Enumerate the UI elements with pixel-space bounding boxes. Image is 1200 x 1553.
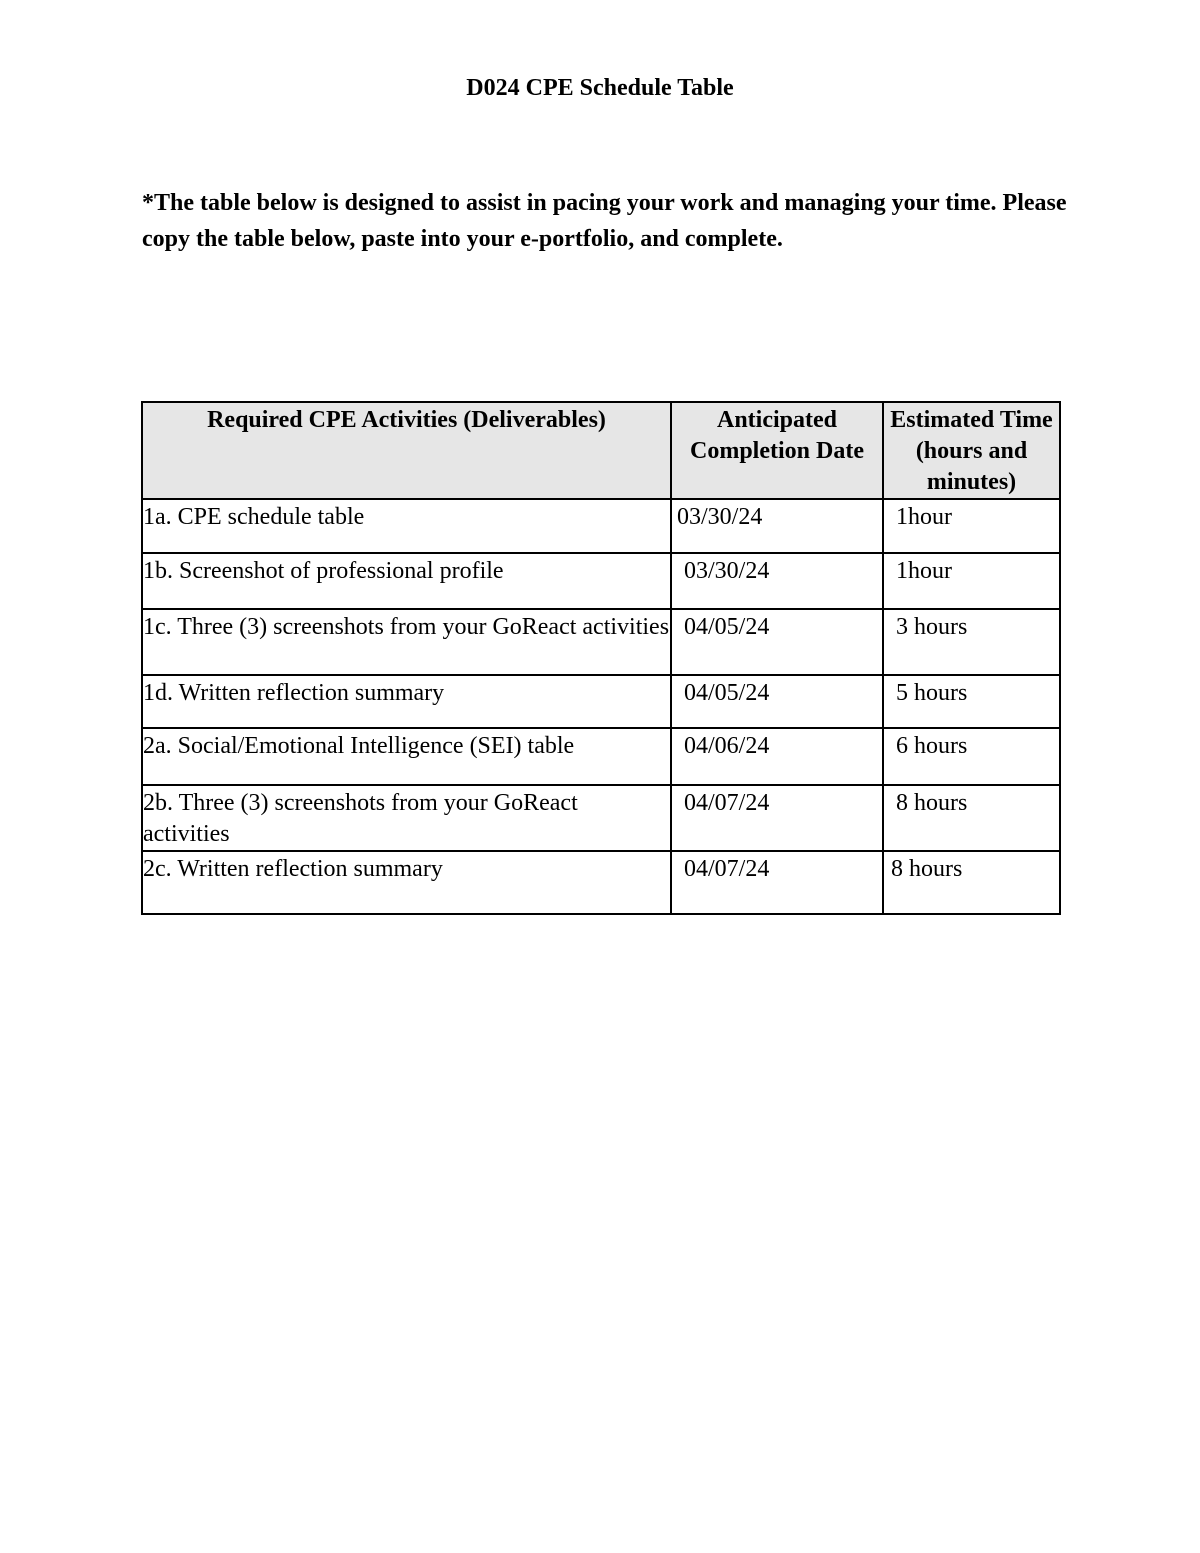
activity-cell: 1d. Written reflection summary [142,675,671,728]
date-cell: 04/07/24 [671,785,883,851]
time-cell: 1hour [883,499,1060,553]
table-row [142,851,1060,914]
activity-cell: 2b. Three (3) screenshots from your GoReact activities [142,785,671,851]
time-cell: 3 hours [883,609,1060,675]
date-cell: 03/30/24 [671,553,883,609]
time-cell: 8 hours [883,851,1060,914]
table-row [142,785,1060,851]
cpe-schedule-table [141,401,1061,915]
table-row [142,553,1060,609]
time-cell: 1hour [883,553,1060,609]
table-row [142,609,1060,675]
table-row [142,675,1060,728]
date-cell: 04/05/24 [671,609,883,675]
page-title: D024 CPE Schedule Table [466,75,734,101]
table-header-row [142,402,1060,499]
activity-cell: 2c. Written reflection summary [142,851,671,914]
time-cell: 8 hours [883,785,1060,851]
date-cell: 04/07/24 [671,851,883,914]
activity-cell: 1a. CPE schedule table [142,499,671,553]
header-activities: Required CPE Activities (Deliverables) [142,402,671,499]
date-cell: 04/06/24 [671,728,883,785]
table-row [142,728,1060,785]
instructions-text: *The table below is designed to assist in pacing your work and managing your time. Please copy the table below, paste into your e-portfolio, and complete. [142,190,1067,252]
header-estimated-time: Estimated Time (hours and minutes) [883,402,1060,499]
activity-cell: 1c. Three (3) screenshots from your GoReact activities [142,609,671,675]
time-cell: 6 hours [883,728,1060,785]
table-row [142,499,1060,553]
date-cell: 04/05/24 [671,675,883,728]
time-cell: 5 hours [883,675,1060,728]
date-cell: 03/30/24 [671,499,883,553]
activity-cell: 1b. Screenshot of professional profile [142,553,671,609]
header-completion-date: Anticipated Completion Date [671,402,883,499]
activity-cell: 2a. Social/Emotional Intelligence (SEI) table [142,728,671,785]
